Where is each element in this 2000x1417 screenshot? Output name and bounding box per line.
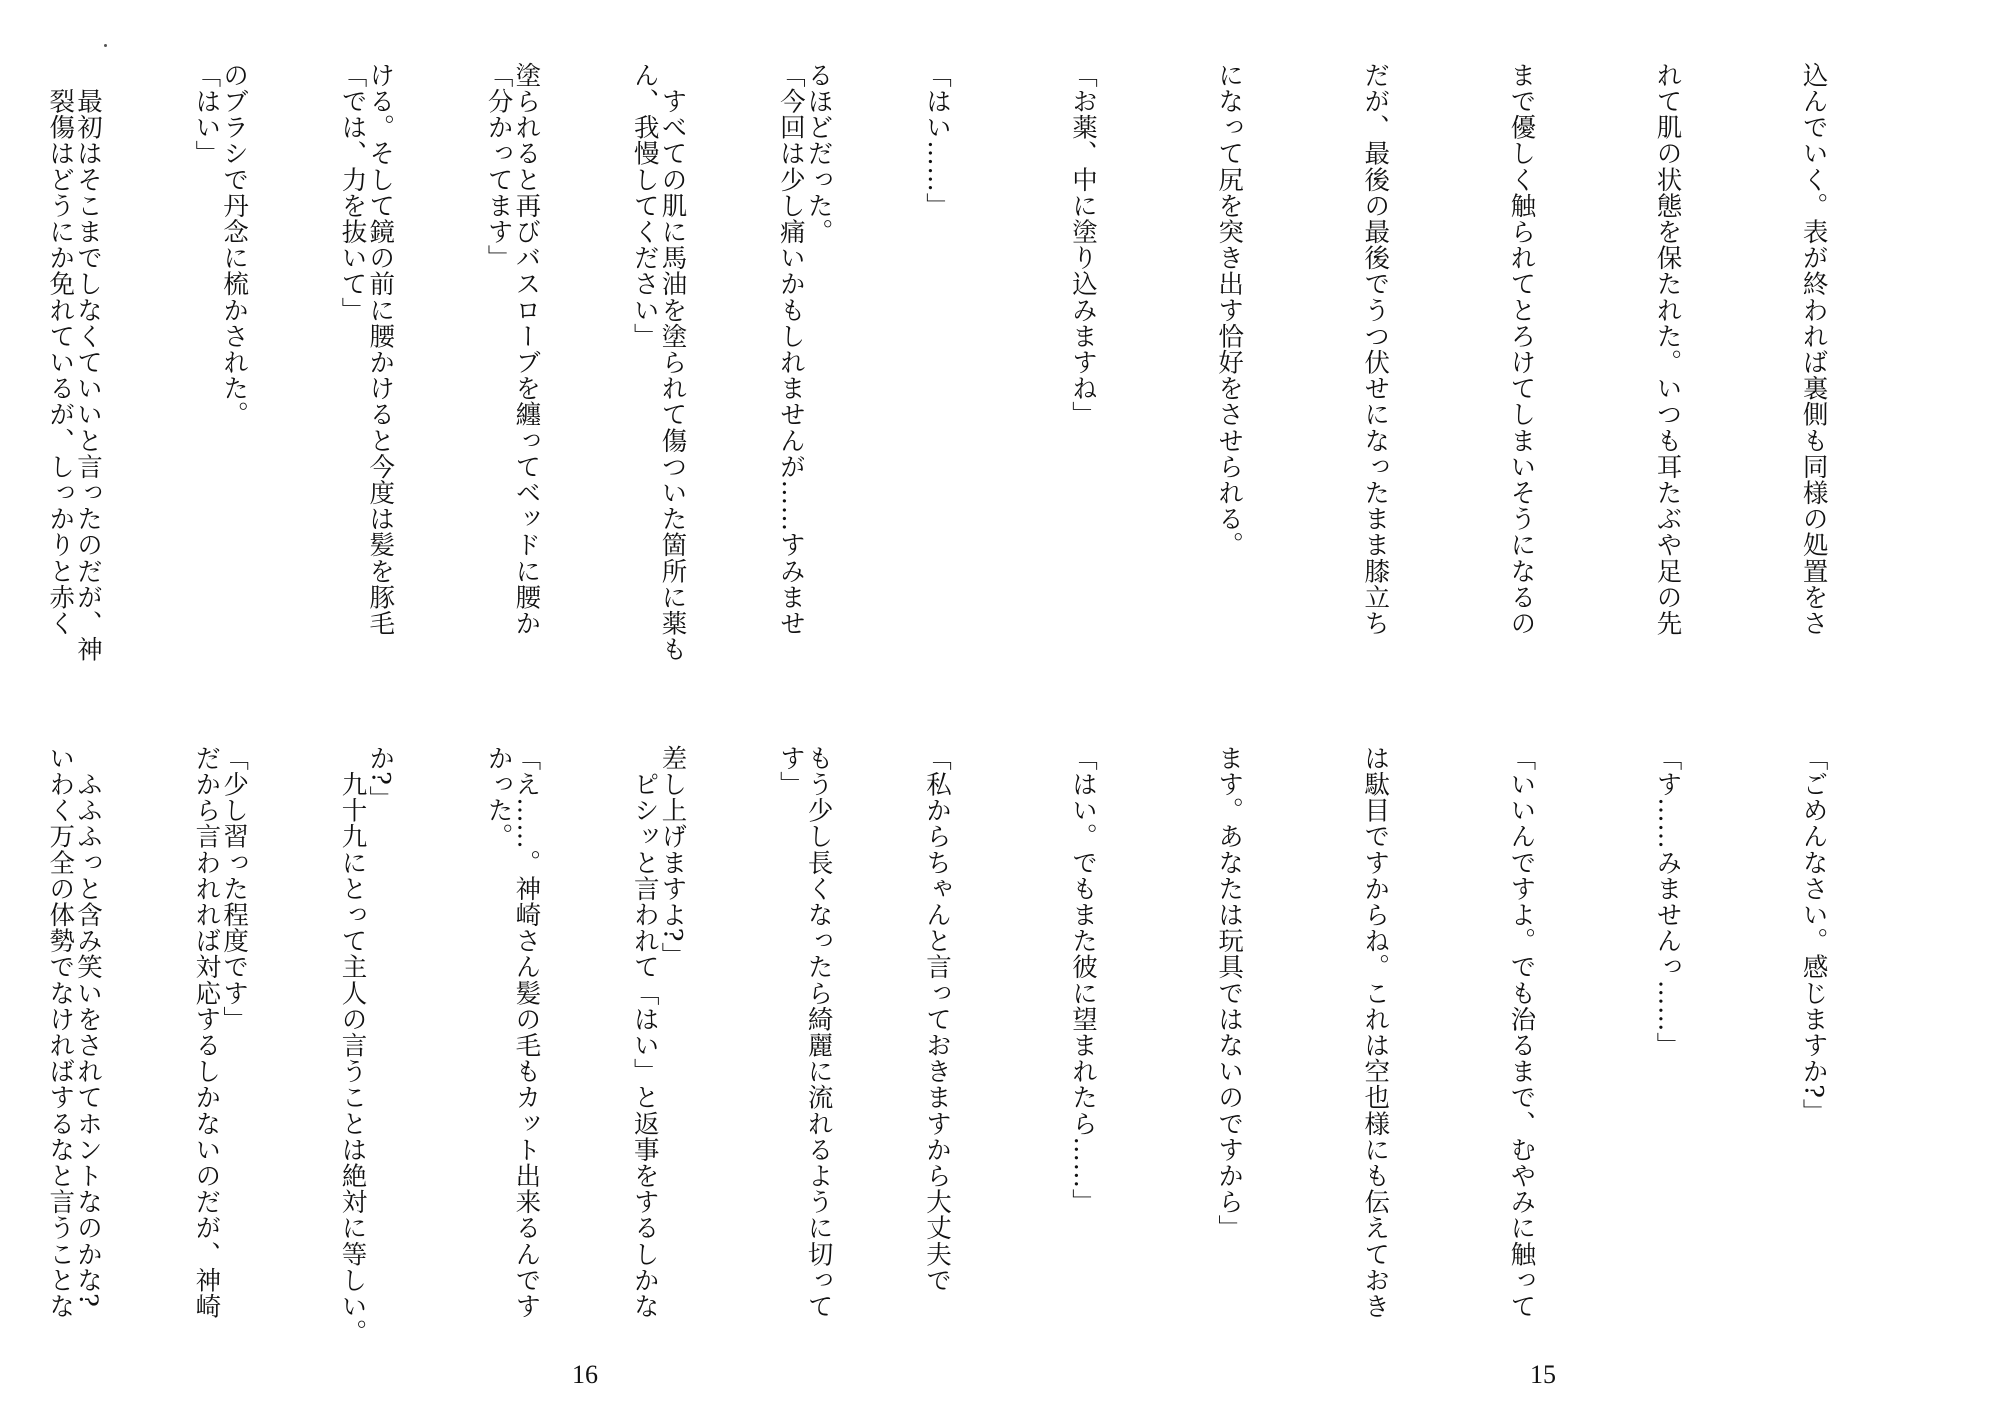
text-line: れて肌の状態を保たれた。いつも耳たぶや足の先	[1652, 62, 1683, 637]
text-line: 「私からちゃんと言っておきますから大丈夫で	[921, 745, 952, 1294]
text-line: 「はい……」	[921, 62, 952, 219]
text-line: まで優しく触られてとろけてしまいそうになるの	[1506, 62, 1537, 637]
text-line: 「今回は少し痛いかもしれませんが……すみませ	[775, 62, 806, 637]
text-line: す」	[775, 745, 806, 798]
text-line: 「少し習った程度です」	[219, 745, 250, 1033]
text-line: 「お薬、中に塗り込みますね」	[1068, 62, 1099, 428]
text-line: るほどだった。	[803, 62, 834, 245]
text-line: 込んでいく。表が終われば裏側も同様の処置をさ	[1798, 62, 1829, 637]
text-line: 塗られると再びバスローブを纏ってベッドに腰か	[511, 62, 542, 637]
text-line: 「ごめんなさい。感じますか?」	[1798, 745, 1829, 1125]
text-line: いわく万全の体勢でなければするなと言うことな	[45, 745, 76, 1320]
text-line: か?」	[365, 745, 396, 812]
text-line: のブラシで丹念に梳かされた。	[219, 62, 250, 428]
text-line: 九十九にとって主人の言うことは絶対に等しい。	[337, 745, 368, 1346]
page-number-16: 16	[572, 1360, 598, 1389]
text-line: 「はい」	[191, 62, 222, 167]
text-line: 「はい。でもまた彼に望まれたら……」	[1068, 745, 1099, 1215]
text-line: ピシッと言われて「はい」と返事をするしかな	[629, 745, 660, 1320]
text-line: 「分かってます」	[483, 62, 514, 271]
text-line: ける。そして鏡の前に腰かけると今度は髪を豚毛	[365, 62, 396, 637]
page-number-15: 15	[1530, 1360, 1556, 1389]
page-16-upper-text	[73, 62, 940, 712]
scan-speck	[104, 44, 107, 47]
text-line: だが、最後の最後でうつ伏せになったまま膝立ち	[1360, 62, 1391, 637]
text-line: ふふふっと含み笑いをされてホントなのかな?	[73, 745, 104, 1308]
text-line: すべての肌に馬油を塗られて傷ついた箇所に薬も	[657, 62, 688, 663]
text-line: 裂傷はどうにか免れているが、しっかりと赤く	[45, 62, 76, 637]
text-line: ます。あなたは玩具ではないのですから」	[1214, 745, 1245, 1241]
text-line: 「いいんですよ。でも治るまで、むやみに触って	[1506, 745, 1537, 1320]
text-line: 「え……。神崎さん髪の毛もカット出来るんです	[511, 745, 542, 1320]
text-line: かった。	[483, 745, 514, 850]
page-16-lower-text	[73, 745, 940, 1375]
text-line: 最初はそこまでしなくていいと言ったのだが、神	[73, 62, 104, 663]
text-line: 「では、力を抜いて」	[337, 62, 368, 323]
text-line: は駄目ですからね。これは空也様にも伝えておき	[1360, 745, 1391, 1320]
text-line: もう少し長くなったら綺麗に流れるように切って	[803, 745, 834, 1320]
text-line: 「す……みませんっ……」	[1652, 745, 1683, 1059]
text-line: 差し上げますよ?」	[657, 745, 688, 969]
text-line: だから言われれば対応するしかないのだが、神崎	[191, 745, 222, 1320]
text-line: になって尻を突き出す恰好をさせられる。	[1214, 62, 1245, 558]
text-line: ん、我慢してください」	[629, 62, 660, 350]
